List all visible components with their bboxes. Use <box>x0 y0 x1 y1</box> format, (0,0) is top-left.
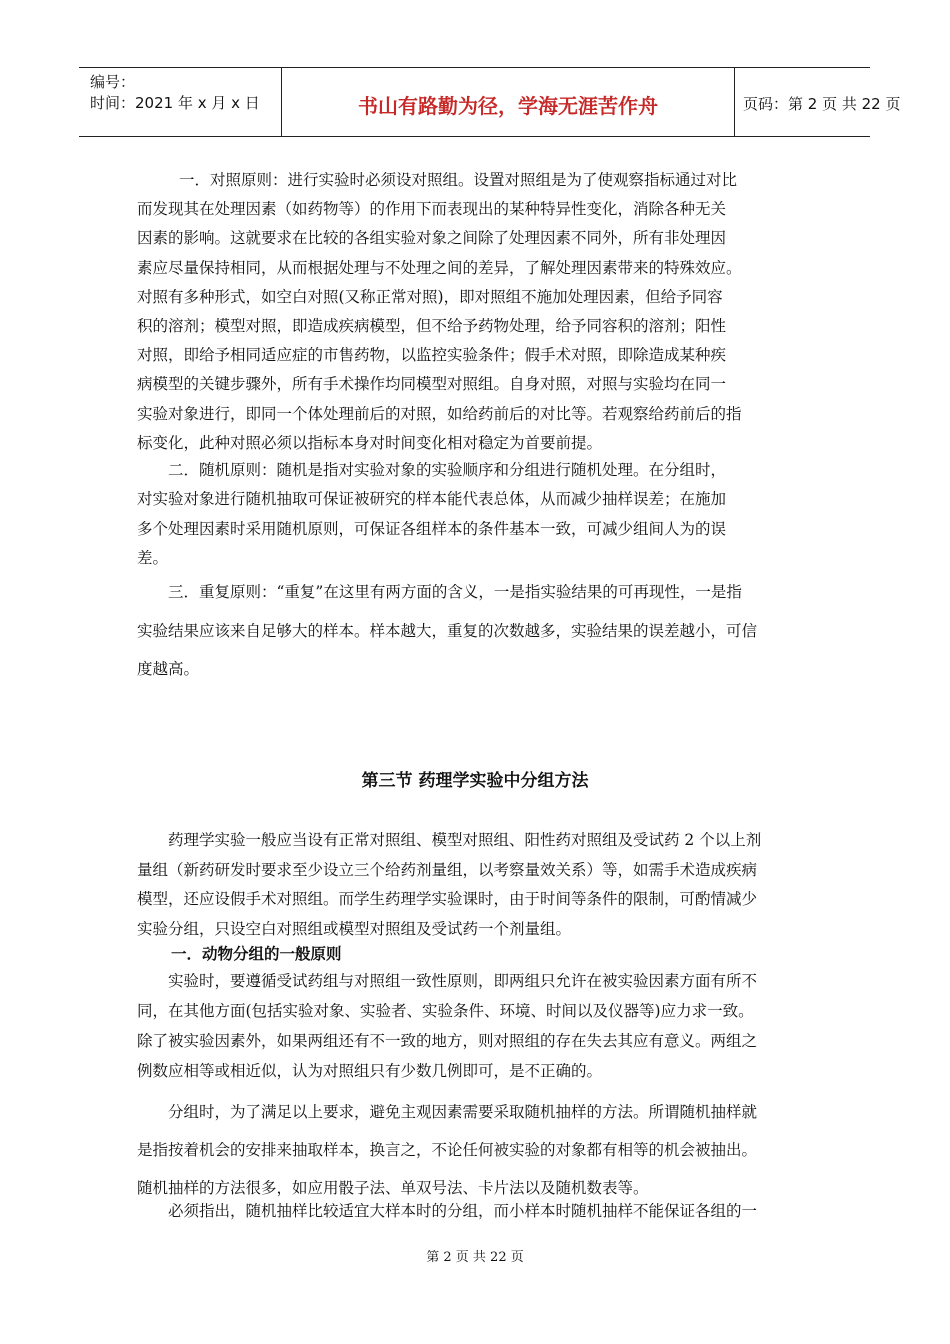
paragraph-line: 实验对象进行，即同一个体处理前后的对照，如给药前后的对比等。若观察给药前后的指 <box>137 404 742 423</box>
paragraph-line: 因素的影响。这就要求在比较的各组实验对象之间除了处理因素不同外，所有非处理因 <box>137 229 727 248</box>
paragraph-line: 度越高。 <box>137 660 200 678</box>
paragraph-line: 二．随机原则：随机是指对实验对象的实验顺序和分组进行随机处理。在分组时， <box>168 461 727 479</box>
subsection-title: 一．动物分组的一般原则 <box>171 945 342 963</box>
principle-control-paragraph <box>137 166 816 458</box>
paragraph-line: 必须指出，随机抽样比较适宜大样本时的分组，而小样本时随机抽样不能保证各组的一 <box>168 1202 758 1220</box>
paragraph-line: 例数应相等或相近似，认为对照组只有少数几例即可，是不正确的。 <box>137 1062 603 1080</box>
principle-random-paragraph <box>137 456 816 573</box>
page-footer: 第 2 页 共 22 页 <box>426 1250 524 1265</box>
section-title: 第三节 药理学实验中分组方法 <box>361 771 589 791</box>
paragraph-line: 对照，即给予相同适应症的市售药物，以监控实验条件；假手术对照，即除造成某种疾 <box>137 346 727 365</box>
paragraph-line: 素应尽量保持相同，从而根据处理与不处理之间的差异，了解处理因素带来的特殊效应。 <box>137 258 742 277</box>
paragraph-line: 多个处理因素时采用随机原则，可保证各组样本的条件基本一致，可减少组间人为的误 <box>137 519 727 538</box>
document-date-label: 时间：2021 年 x 月 x 日 <box>90 94 260 112</box>
document-number-label: 编号： <box>90 73 136 91</box>
paragraph-line: 对实验对象进行随机抽取可保证被研究的样本能代表总体，从而减少抽样误差；在施加 <box>137 490 727 509</box>
paragraph-line: 标变化，此种对照必须以指标本身对时间变化相对稳定为首要前提。 <box>137 433 603 452</box>
paragraph-line: 分组时，为了满足以上要求，避免主观因素需要采取随机抽样的方法。所谓随机抽样就 <box>168 1103 758 1121</box>
paragraph-line: 一．对照原则：进行实验时必须设对照组。设置对照组是为了使观察指标通过对比 <box>179 171 738 189</box>
paragraph-line: 除了被实验因素外，如果两组还有不一致的地方，则对照组的存在失去其应有意义。两组之 <box>137 1032 758 1050</box>
paragraph-line: 量组（新药研发时要求至少设立三个给药剂量组，以考察量效关系）等，如需手术造成疾病 <box>137 860 758 879</box>
section-intro-paragraph <box>137 826 816 944</box>
header-meta-cell <box>79 68 282 136</box>
paragraph-line: 随机抽样的方法很多，如应用骰子法、单双号法、卡片法以及随机数表等。 <box>137 1179 649 1197</box>
paragraph-line: 实验结果应该来自足够大的样本。样本越大，重复的次数越多，实验结果的误差越小，可信 <box>137 621 758 640</box>
header-motto-cell <box>282 68 735 136</box>
grouping-principle-paragraph <box>137 966 816 1086</box>
paragraph-line: 积的溶剂；模型对照，即造成疾病模型，但不给予药物处理，给予同容积的溶剂；阳性 <box>137 317 727 336</box>
paragraph-line: 而发现其在处理因素（如药物等）的作用下而表现出的某种特异性变化，消除各种无关 <box>137 200 727 219</box>
header-page-cell <box>735 68 901 136</box>
paragraph-line: 差。 <box>137 548 169 567</box>
paragraph-line: 同，在其他方面(包括实验对象、实验者、实验条件、环境、时间以及仪器等)应力求一致。 <box>137 1002 754 1020</box>
paragraph-line: 模型，还应设假手术对照组。而学生药理学实验课时，由于时间等条件的限制，可酌情减少 <box>137 890 758 908</box>
document-header <box>79 67 901 137</box>
paragraph-line: 实验分组，只设空白对照组或模型对照组及受试药一个剂量组。 <box>137 919 572 938</box>
paragraph-line: 病模型的关键步骤外，所有手术操作均同模型对照组。自身对照，对照与实验均在同一 <box>137 375 727 394</box>
paragraph-line: 实验时，要遵循受试药组与对照组一致性原则，即两组只允许在被实验因素方面有所不 <box>168 972 758 990</box>
paragraph-line: 对照有多种形式，如空白对照(又称正常对照)，即对照组不施加处理因素，但给予同容 <box>137 287 723 306</box>
random-sampling-paragraph <box>137 1093 816 1207</box>
principle-repeat-paragraph <box>137 573 816 689</box>
paragraph-line: 三．重复原则：“重复”在这里有两方面的含义，一是指实验结果的可再现性，一是指 <box>168 583 742 601</box>
small-sample-paragraph <box>137 1196 816 1226</box>
paragraph-line: 是指按着机会的安排来抽取样本，换言之，不论任何被实验的对象都有相等的机会被抽出。 <box>137 1141 758 1159</box>
motto-text: 书山有路勤为径，学海无涯苦作舟 <box>358 94 658 118</box>
header-page-number: 页码：第 2 页 共 22 页 <box>743 95 901 113</box>
paragraph-line: 药理学实验一般应当设有正常对照组、模型对照组、阳性药对照组及受试药 2 个以上剂 <box>168 831 762 849</box>
